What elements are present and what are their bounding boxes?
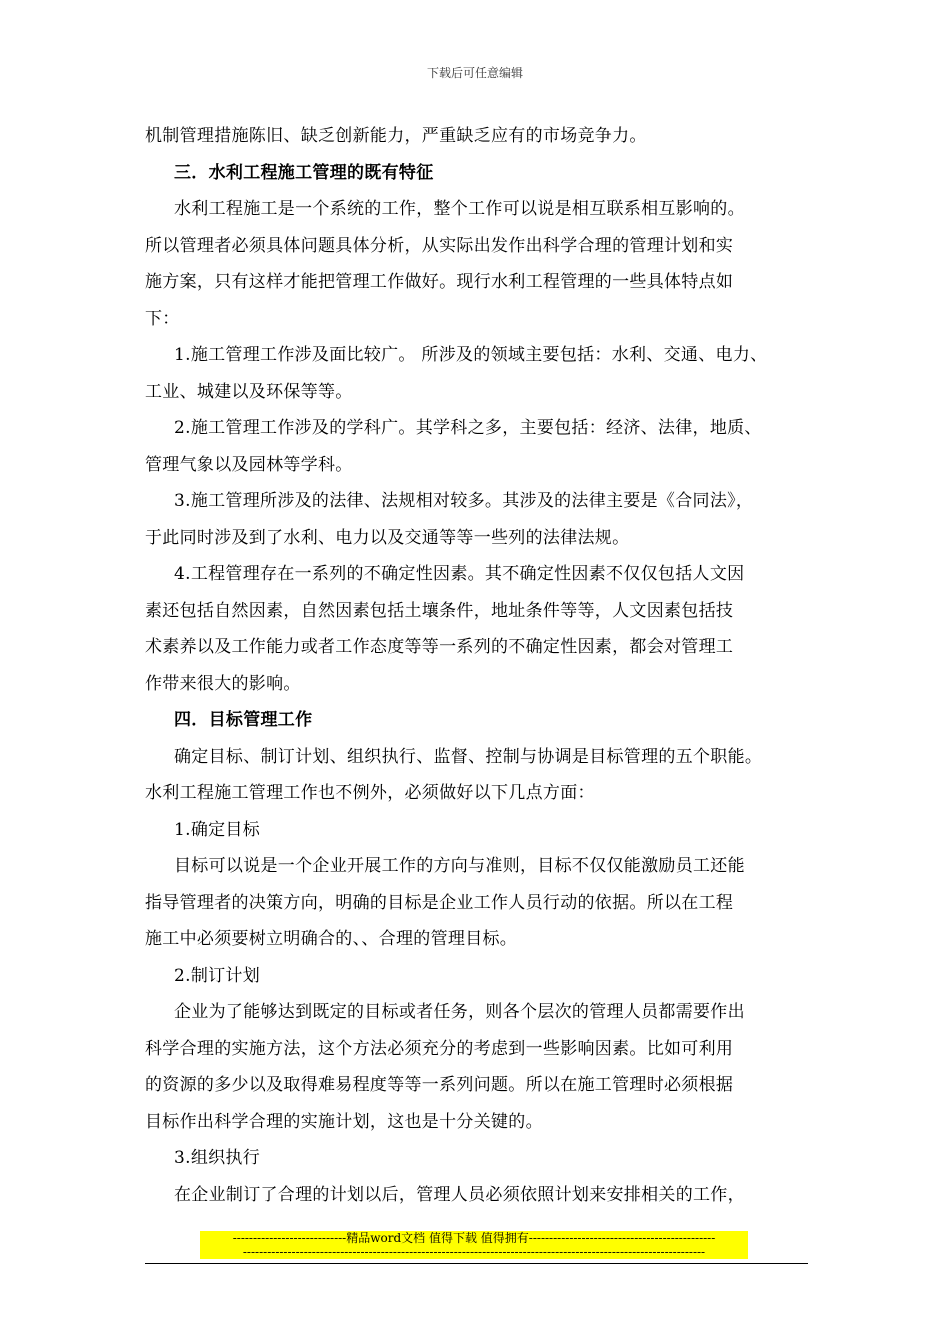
- section-heading: 三．水利工程施工管理的既有特征: [174, 162, 434, 183]
- paragraph-line: 于此同时涉及到了水利、电力以及交通等等一些列的法律法规。: [145, 527, 630, 548]
- paragraph-line: 4.工程管理存在一系列的不确定性因素。其不确定性因素不仅仅包括人文因: [174, 564, 745, 584]
- paragraph-line: 施工中必须要树立明确合的、、合理的管理目标。: [145, 929, 518, 949]
- paragraph-line: 素还包括自然因素，自然因素包括土壤条件，地址条件等等，人文因素包括技: [145, 600, 734, 621]
- section-heading: 四．目标管理工作: [174, 710, 313, 730]
- paragraph-line: 下：: [145, 308, 180, 329]
- paragraph-line: 2.制订计划: [174, 965, 261, 986]
- paragraph-line: 目标作出科学合理的实施计划，这也是十分关键的。: [145, 1111, 543, 1132]
- paragraph-line: 1.施工管理工作涉及面比较广。 所涉及的领域主要包括：水利、交通、电力、: [174, 345, 768, 365]
- paragraph-line: 术素养以及工作能力或者工作态度等等一系列的不确定性因素，都会对管理工: [145, 637, 734, 657]
- paragraph-line: 的资源的多少以及取得难易程度等等一系列问题。所以在施工管理时必须根据: [145, 1075, 734, 1095]
- paragraph-line: 目标可以说是一个企业开展工作的方向与准则，目标不仅仅能激励员工还能: [174, 856, 745, 876]
- footer-banner-line-2: ------------------------------------------------------------------------------------------------------------------: [242, 1245, 706, 1259]
- footer-divider: [145, 1263, 808, 1264]
- paragraph-line: 水利工程施工是一个系统的工作，整个工作可以说是相互联系相互影响的。: [174, 199, 745, 219]
- paragraph-line: 在企业制订了合理的计划以后，管理人员必须依照计划来安排相关的工作，: [174, 1184, 745, 1205]
- paragraph-line: 1.确定目标: [174, 819, 261, 840]
- paragraph-line: 水利工程施工管理工作也不例外，必须做好以下几点方面：: [145, 783, 595, 803]
- paragraph-line: 作带来很大的影响。: [145, 673, 301, 694]
- paragraph-line: 科学合理的实施方法，这个方法必须充分的考虑到一些影响因素。比如可利用: [145, 1038, 734, 1059]
- paragraph-line: 指导管理者的决策方向，明确的目标是企业工作人员行动的依据。所以在工程: [145, 892, 734, 913]
- paragraph-line: 所以管理者必须具体问题具体分析，从实际出发作出科学合理的管理计划和实: [145, 235, 734, 256]
- paragraph-line: 企业为了能够达到既定的目标或者任务，则各个层次的管理人员都需要作出: [174, 1002, 745, 1022]
- paragraph-line: 工业、城建以及环保等等。: [145, 381, 353, 402]
- paragraph-line: 3.组织执行: [174, 1148, 261, 1168]
- paragraph-line: 管理气象以及园林等学科。: [145, 454, 353, 475]
- paragraph-line: 3.施工管理所涉及的法律、法规相对较多。其涉及的法律主要是《合同法》，: [174, 491, 754, 511]
- paragraph-line: 2.施工管理工作涉及的学科广。其学科之多，主要包括：经济、法律，地质、: [174, 418, 762, 438]
- paragraph-line: 机制管理措施陈旧、缺乏创新能力，严重缺乏应有的市场竞争力。: [145, 126, 647, 146]
- footer-banner: [200, 1231, 748, 1259]
- paragraph-line: 施方案，只有这样才能把管理工作做好。现行水利工程管理的一些具体特点如: [145, 272, 734, 292]
- paragraph-line: 确定目标、制订计划、组织执行、监督、控制与协调是目标管理的五个职能。: [174, 746, 763, 767]
- footer-banner-line-1: ----------------------------精品word文档 值得下载 值得拥有----------------------------------------------: [232, 1231, 716, 1245]
- document-body: [145, 118, 808, 1213]
- page-header-note: 下载后可任意编辑: [426, 66, 523, 80]
